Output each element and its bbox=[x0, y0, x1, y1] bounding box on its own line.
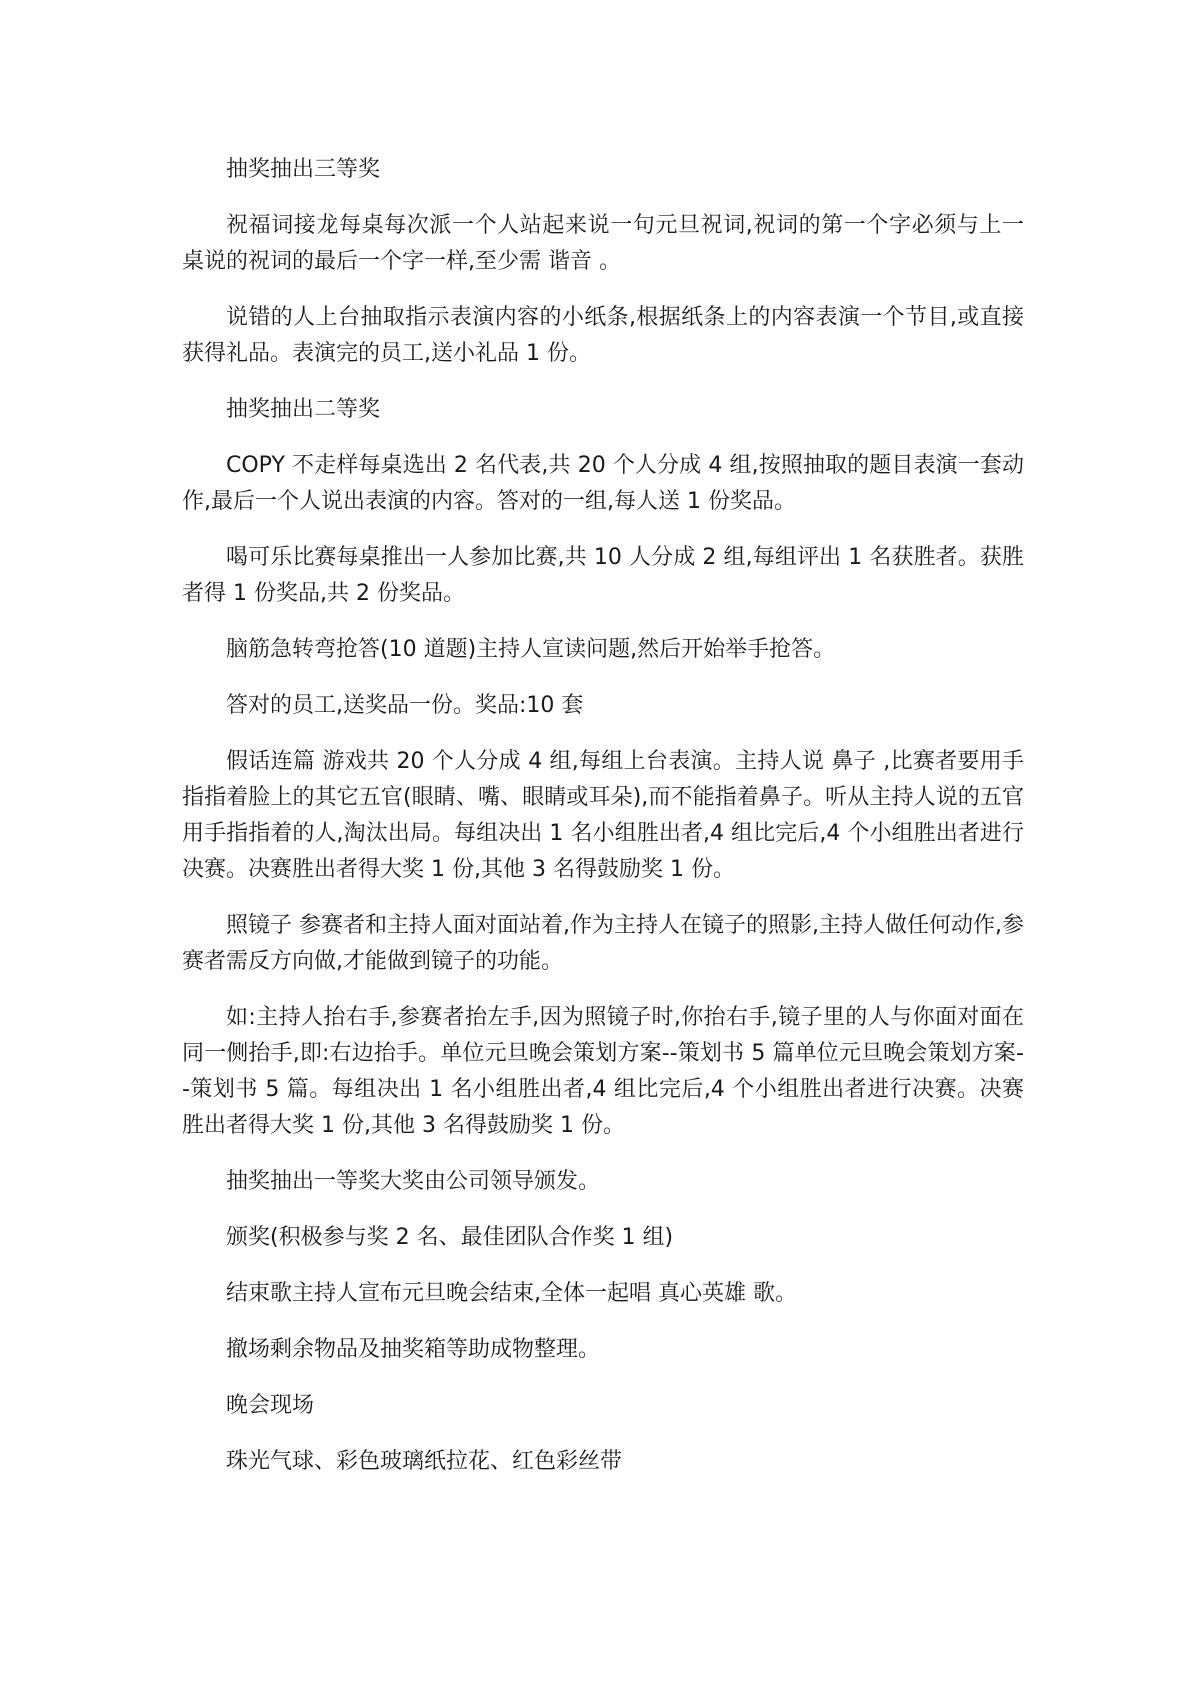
paragraph-first-prize-draw: 抽奖抽出一等奖大奖由公司领导颁发。 bbox=[226, 1169, 601, 1194]
paragraph-blessing-relay: 祝福词接龙每桌每次派一个人站起来说一句元旦祝词,祝词的第一个字必须与上一桌说的祝词的最后一个字一样,至少需 谐音 。 bbox=[182, 213, 1024, 274]
document-body bbox=[182, 152, 1024, 1500]
paragraph-cola-contest: 喝可乐比赛每桌推出一人参加比赛,共 10 人分成 2 组,每组评出 1 名获胜者。获胜者得 1 份奖品,共 2 份奖品。 bbox=[182, 545, 1024, 606]
paragraph-awards: 颁奖(积极参与奖 2 名、最佳团队合作奖 1 组) bbox=[226, 1225, 674, 1250]
paragraph-false-words-game: 假话连篇 游戏共 20 个人分成 4 组,每组上台表演。主持人说 鼻子 ,比赛者要用手指指着脸上的其它五官(眼睛、嘴、眼睛或耳朵),而不能指着鼻子。听从主持人说的五官用手指指着的人,淘汰出局。每组决出 1 名小组胜出者,4 组比完后,4 个小组胜出者进行决赛。决赛胜出者得大奖 1 份,其他 3 名得鼓励奖 1 份。 bbox=[182, 749, 1024, 882]
paragraph-venue-heading: 晚会现场 bbox=[226, 1393, 315, 1418]
paragraph-cleanup: 撤场剩余物品及抽奖箱等助成物整理。 bbox=[226, 1337, 601, 1362]
paragraph-mirror-example: 如:主持人抬右手,参赛者抬左手,因为照镜子时,你抬右手,镜子里的人与你面对面在同一侧抬手,即:右边抬手。单位元旦晚会策划方案--策划书 5 篇单位元旦晚会策划方案--策划书 5 篇。每组决出 1 名小组胜出者,4 组比完后,4 个小组胜出者进行决赛。决赛胜出者得大奖 1 份,其他 3 名得鼓励奖 1 份。 bbox=[182, 1005, 1024, 1138]
paragraph-brain-teaser: 脑筋急转弯抢答(10 道题)主持人宣读问题,然后开始举手抢答。 bbox=[226, 637, 836, 662]
paragraph-closing-song: 结束歌主持人宣布元旦晚会结束,全体一起唱 真心英雄 歌。 bbox=[226, 1281, 797, 1306]
paragraph-mirror-game: 照镜子 参赛者和主持人面对面站着,作为主持人在镜子的照影,主持人做任何动作,参赛者需反方向做,才能做到镜子的功能。 bbox=[182, 913, 1024, 974]
paragraph-third-prize-draw: 抽奖抽出三等奖 bbox=[226, 157, 381, 182]
paragraph-decorations: 珠光气球、彩色玻璃纸拉花、红色彩丝带 bbox=[226, 1449, 623, 1474]
paragraph-brain-teaser-prize: 答对的员工,送奖品一份。奖品:10 套 bbox=[226, 693, 584, 718]
paragraph-copy-game: COPY 不走样每桌选出 2 名代表,共 20 个人分成 4 组,按照抽取的题目表演一套动作,最后一个人说出表演的内容。答对的一组,每人送 1 份奖品。 bbox=[182, 453, 1024, 514]
paragraph-wrong-answer-penalty: 说错的人上台抽取指示表演内容的小纸条,根据纸条上的内容表演一个节目,或直接获得礼品。表演完的员工,送小礼品 1 份。 bbox=[182, 305, 1024, 366]
paragraph-second-prize-draw: 抽奖抽出二等奖 bbox=[226, 397, 381, 422]
